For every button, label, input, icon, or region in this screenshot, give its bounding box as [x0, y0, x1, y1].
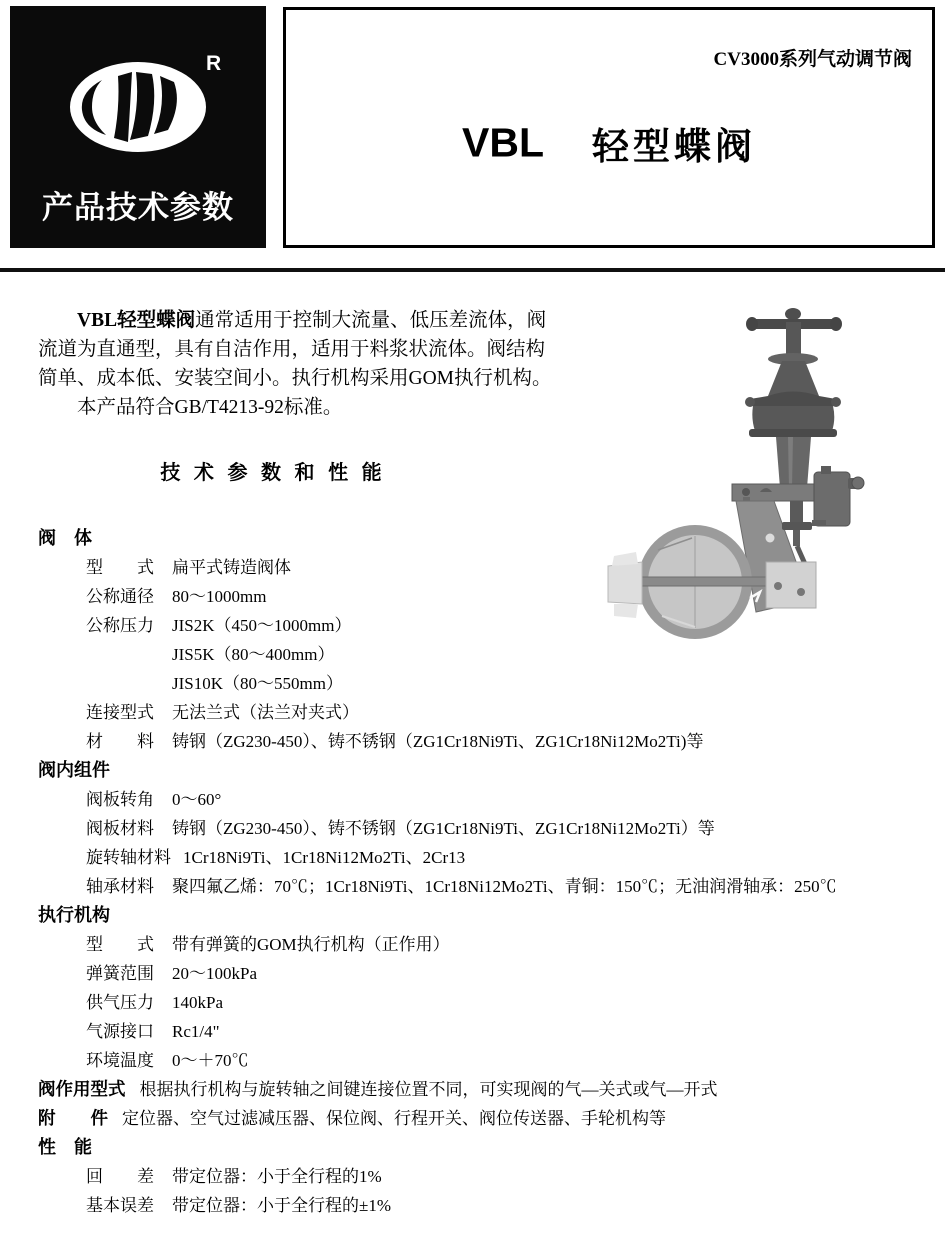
horizontal-rule [0, 268, 945, 272]
spec-value: 聚四氟乙烯：70℃；1Cr18Ni9Ti、1Cr18Ni12Mo2Ti、青铜：150℃；无油润滑轴承：250℃ [172, 877, 837, 896]
spec-label: 公称压力 [86, 616, 154, 635]
spec-row [0, 553, 945, 582]
spec-row-continuation [0, 640, 945, 669]
spec-value: 根据执行机构与旋转轴之间键连接位置不同，可实现阀的气—关式或气—开式 [139, 1080, 718, 1099]
spec-value: 带定位器：小于全行程的±1% [172, 1196, 391, 1215]
model-name: 轻型蝶阀 [592, 127, 756, 168]
spec-label: 公称通径 [86, 587, 154, 606]
spec-row [0, 698, 945, 727]
spec-value: JIS10K（80～550mm） [172, 674, 343, 693]
page-title [286, 116, 932, 170]
spec-row [0, 1017, 945, 1046]
model-code: VBL [462, 119, 544, 166]
series-name: CV3000系列气动调节阀 [713, 49, 912, 70]
spec-label: 气源接口 [86, 1022, 154, 1041]
intro-line: 本产品符合GB/T4213-92标准。 [77, 397, 343, 418]
spec-row [0, 930, 945, 959]
spec-label: 基本误差 [86, 1196, 154, 1215]
spec-label: 连接型式 [86, 703, 154, 722]
spec-value: 20～100kPa [172, 964, 257, 983]
intro-bold-lead: VBL轻型蝶阀 [77, 310, 196, 331]
spec-label: 材 料 [86, 732, 154, 751]
brand-logo-block [10, 6, 266, 248]
spec-row [0, 785, 945, 814]
spec-row [0, 1191, 945, 1220]
spec-inline-section [0, 1104, 945, 1133]
spec-row [0, 872, 945, 901]
spec-value: JIS5K（80～400mm） [172, 645, 335, 664]
registered-trademark-mark: R [206, 52, 222, 75]
spec-label: 型 式 [86, 558, 154, 577]
intro-line [38, 306, 552, 335]
spec-value: 定位器、空气过滤减压器、保位阀、行程开关、阀位传送器、手轮机构等 [122, 1109, 666, 1128]
spec-label: 型 式 [86, 935, 154, 954]
spec-label: 环境温度 [86, 1051, 154, 1070]
title-box [283, 7, 935, 248]
spec-list [0, 524, 945, 1220]
spec-label: 弹簧范围 [86, 964, 154, 983]
spec-row [0, 959, 945, 988]
spec-row [0, 727, 945, 756]
spec-value: 0～＋70℃ [172, 1051, 249, 1070]
intro-paragraph [38, 306, 552, 422]
intro-line: 流道为直通型，具有自洁作用，适用于料浆状流体。阀结构 [38, 339, 546, 360]
spec-value: JIS2K（450～1000mm） [172, 616, 352, 635]
spec-label: 阀板材料 [86, 819, 154, 838]
spec-value: 140kPa [172, 993, 223, 1012]
intro-line-text: 通常适用于控制大流量、低压差流体，阀 [195, 310, 547, 331]
handwheel [746, 308, 842, 360]
spec-label: 阀板转角 [86, 790, 154, 809]
spec-row [0, 988, 945, 1017]
spec-section-header: 阀 体 [38, 528, 92, 548]
spec-value: 0～60° [172, 790, 222, 809]
section-heading: 技 术 参 数 和 性 能 [160, 462, 386, 484]
spec-label: 供气压力 [86, 993, 154, 1012]
spec-section-header: 阀内组件 [38, 760, 110, 780]
spec-row [0, 1046, 945, 1075]
logo-caption: 产品技术参数 [42, 190, 234, 225]
spec-value: 无法兰式（法兰对夹式） [172, 703, 359, 722]
spec-row [0, 582, 945, 611]
spec-value: 1Cr18Ni9Ti、1Cr18Ni12Mo2Ti、2Cr13 [183, 848, 466, 867]
spec-row [0, 1162, 945, 1191]
spec-section-label: 阀作用型式 [38, 1079, 126, 1099]
spec-value: 铸钢（ZG230-450）、铸不锈钢（ZG1Cr18Ni9Ti、ZG1Cr18Ni12Mo2Ti)等 [172, 732, 704, 751]
spec-row [0, 814, 945, 843]
spec-row [0, 611, 945, 640]
spec-value: 扁平式铸造阀体 [172, 558, 291, 577]
spec-section-header: 执行机构 [38, 905, 110, 925]
spec-value: 80～1000mm [172, 587, 267, 606]
spec-value: 铸钢（ZG230-450）、铸不锈钢（ZG1Cr18Ni9Ti、ZG1Cr18Ni12Mo2Ti）等 [172, 819, 715, 838]
spec-value: 带定位器：小于全行程的1% [172, 1167, 382, 1186]
intro-line: 简单、成本低、安装空间小。执行机构采用GOM执行机构。 [38, 368, 552, 389]
spec-label: 旋转轴材料 [86, 848, 171, 867]
spec-value: Rc1/4" [172, 1022, 220, 1041]
spec-inline-section [0, 1075, 945, 1104]
spec-section-header: 性 能 [38, 1137, 92, 1157]
spec-row-continuation [0, 669, 945, 698]
spec-label: 轴承材料 [86, 877, 154, 896]
spec-section-label: 附 件 [38, 1108, 108, 1128]
spec-value: 带有弹簧的GOM执行机构（正作用） [172, 935, 450, 954]
spec-row [0, 843, 945, 872]
spec-label: 回 差 [86, 1167, 154, 1186]
